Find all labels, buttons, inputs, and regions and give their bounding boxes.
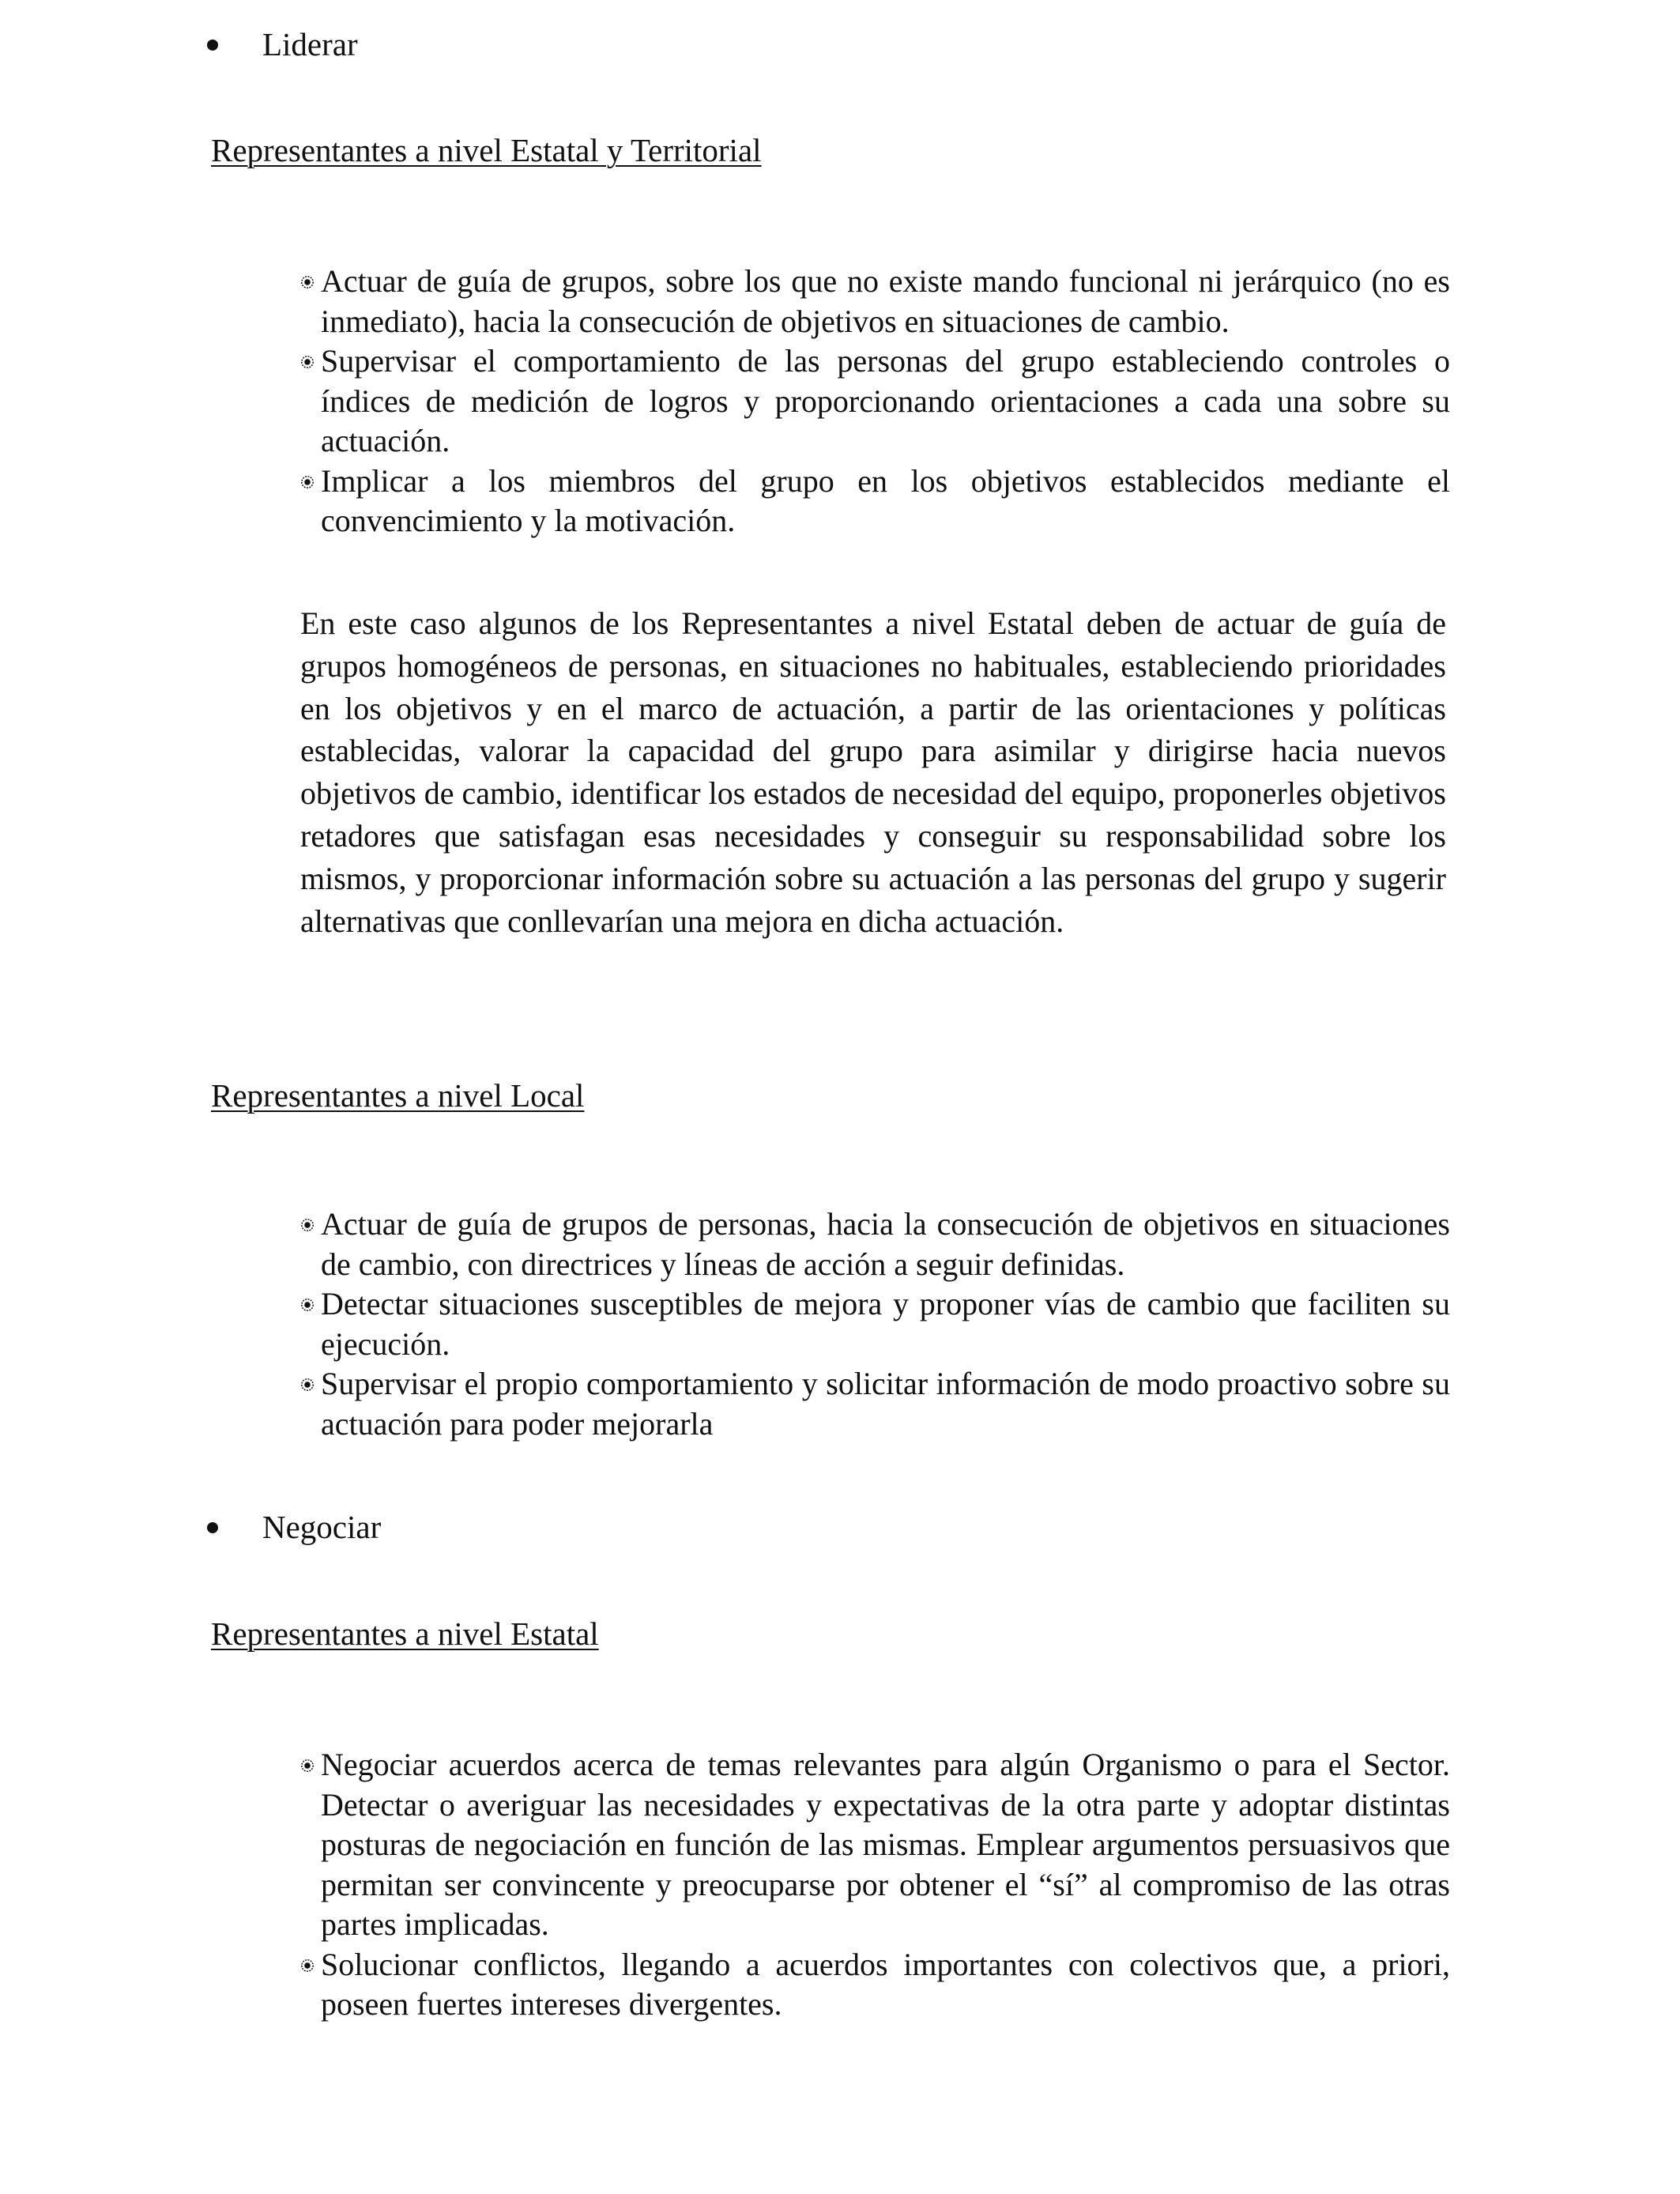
list-estatal <box>300 1745 1450 2025</box>
list-item-text: Actuar de guía de grupos, sobre los que no existe mando funcional ni jerárquico (no es inmediato), hacia la consecución de objetivos en situaciones de cambio. <box>321 263 1450 339</box>
list-item-text: Negociar acuerdos acerca de temas relevantes para algún Organismo o para el Sector. Detectar o averiguar las necesidades y expectativas de la otra parte y adoptar distintas posturas de negociación en función de las mismas. Emplear argumentos persuasivos que permitan ser convincente y preocuparse por obtener el “sí” al compromiso de las otras partes implicadas. <box>321 1747 1450 1942</box>
list-item <box>300 462 1450 541</box>
bullet-label: Liderar <box>262 26 358 62</box>
paragraph-estatal: En este caso algunos de los Representantes a nivel Estatal deben de actuar de guía de grupos homogéneos de personas, en situaciones no habituales, estableciendo prioridades en los objetivos y en el marco de actuación, a partir de las orientaciones y políticas establecidas, valorar la capacidad del grupo para asimilar y dirigirse hacia nuevos objetivos de cambio, identificar los estados de necesidad del equipo, proponerles objetivos retadores que satisfagan esas necesidades y conseguir su responsabilidad sobre los mismos, y proporcionar información sobre su actuación a las personas del grupo y sugerir alternativas que conllevarían una mejora en dicha actuación. <box>300 605 1446 939</box>
list-item <box>300 1204 1450 1284</box>
list-item-text: Supervisar el propio comportamiento y solicitar información de modo proactivo sobre su actuación para poder mejorarla <box>321 1366 1450 1442</box>
list-item-text: Actuar de guía de grupos de personas, hacia la consecución de objetivos en situaciones de cambio, con directrices y líneas de acción a seguir definidas. <box>321 1206 1450 1282</box>
list-item-text: Detectar situaciones susceptibles de mejora y proponer vías de cambio que faciliten su ejecución. <box>321 1286 1450 1362</box>
sun-bullet-icon <box>300 355 315 369</box>
filled-dot-icon <box>207 40 218 51</box>
list-item <box>300 1284 1450 1364</box>
section-heading-estatal: Representantes a nivel Estatal <box>211 1615 599 1652</box>
list-item <box>300 1745 1450 1945</box>
filled-dot-icon <box>207 1522 218 1533</box>
list-item <box>300 1945 1450 2025</box>
list-item-text: Supervisar el comportamiento de las personas del grupo estableciendo controles o índices de medición de logros y proporcionando orientaciones a cada una sobre su actuación. <box>321 343 1450 458</box>
sun-bullet-icon <box>300 1378 315 1392</box>
sun-bullet-icon <box>300 1218 315 1232</box>
list-item <box>300 262 1450 341</box>
list-item-text: Implicar a los miembros del grupo en los objetivos establecidos mediante el convencimiento y la motivación. <box>321 462 1450 538</box>
list-item <box>300 341 1450 462</box>
section-heading-local: Representantes a nivel Local <box>211 1077 585 1114</box>
sun-bullet-icon <box>300 1958 315 1973</box>
list-estatal-territorial <box>300 262 1450 541</box>
list-local <box>300 1204 1450 1444</box>
sun-bullet-icon <box>300 475 315 489</box>
bullet-label: Negociar <box>262 1509 382 1545</box>
sun-bullet-icon <box>300 1298 315 1312</box>
list-item <box>300 1364 1450 1444</box>
sun-bullet-icon <box>300 275 315 289</box>
section-heading-estatal-territorial: Representantes a nivel Estatal y Territorial <box>211 132 762 168</box>
sun-bullet-icon <box>300 1759 315 1773</box>
list-item-text: Solucionar conflictos, llegando a acuerdos importantes con colectivos que, a priori, poseen fuertes intereses divergentes. <box>321 1946 1450 2022</box>
